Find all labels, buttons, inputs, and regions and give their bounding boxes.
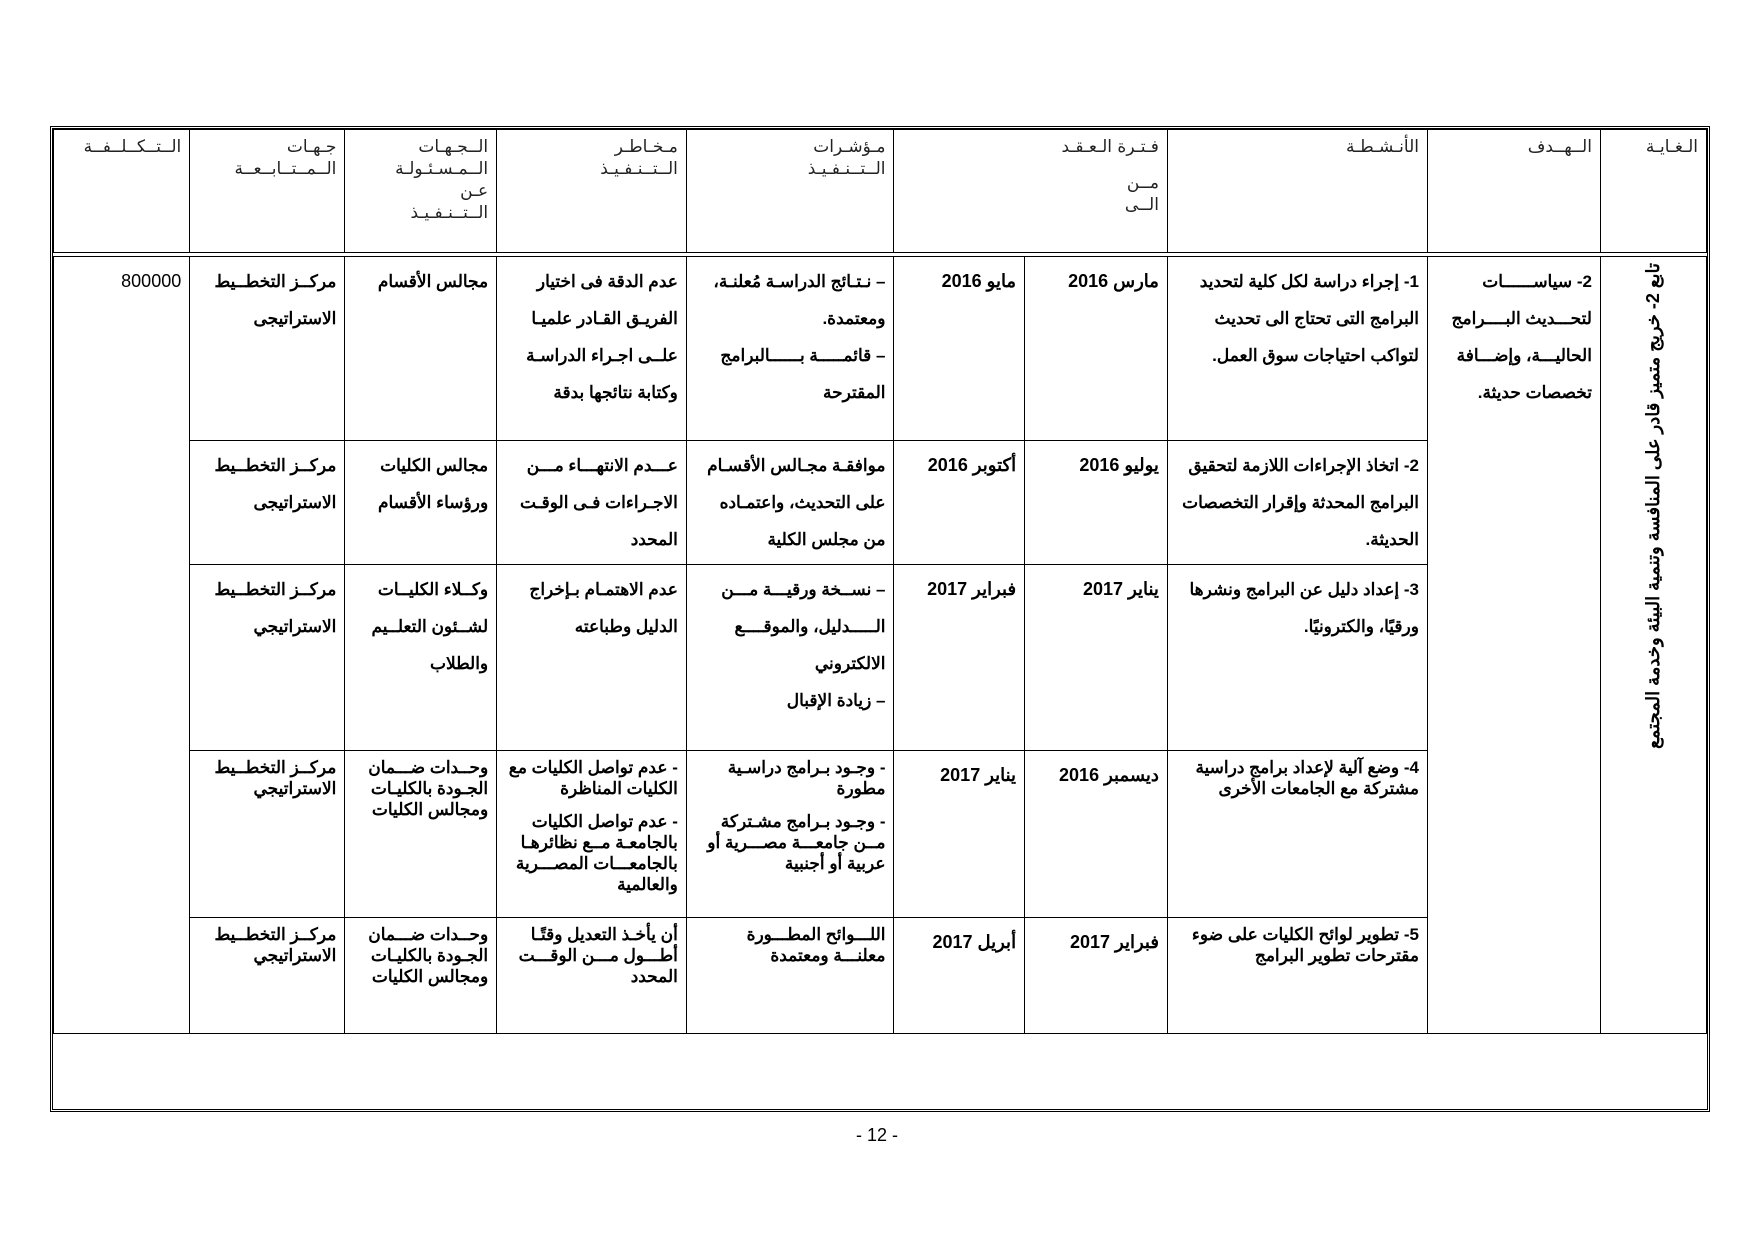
risks-cell: - عدم تواصل الكليات مع الكليات المناظرة - عدم تواصل الكليات بالجامعـة مــع نظائرهـا بالجامعـــات المصـــرية والعالمية — [497, 751, 687, 918]
period-from-cell: يوليو 2016 — [1025, 441, 1168, 565]
risks-cell: عدم الاهتمـام بـإخراج الدليل وطباعته — [497, 565, 687, 751]
period-to-cell: فبراير 2017 — [894, 565, 1025, 751]
followup-cell: مركــز التخطــيط الاستراتيجى — [190, 257, 345, 441]
risks-cell: أن يأخـذ التعديل وقتًـا أطـــول مـــن الوقـــت المحدد — [497, 918, 687, 1034]
activity-cell: 5- تطوير لوائح الكليات على ضوء مقترحات تطوير البرامج — [1167, 918, 1427, 1034]
activity-cell: 3- إعداد دليل عن البرامج ونشرها ورقيًا، والكترونيًا. — [1167, 565, 1427, 751]
responsible-cell: وحــدات ضـــمان الجـودة بالكليـات ومجالس الكليات — [345, 918, 497, 1034]
header-cost: الــتــكــلــفــة — [54, 130, 190, 253]
indicators-cell: – نســخة ورقيـــة مـــن الـــــدليل، والموقــــع الالكتروني – زيادة الإقبال — [686, 565, 894, 751]
indicators-cell: – نـتـائج الدراسـة مُعلنـة، ومعتمدة. – قائمـــــة بــــــالبرامج المقترحة — [686, 257, 894, 441]
header-period: فـتـرة الـعـقـد مــن الــى — [894, 130, 1167, 253]
period-from-cell: يناير 2017 — [1025, 565, 1168, 751]
followup-cell: مركــز التخطــيط الاستراتيجي — [190, 751, 345, 918]
cost-cell: 800000 — [54, 257, 190, 1034]
followup-cell: مركــز التخطــيط الاستراتيجى — [190, 441, 345, 565]
period-from-cell: فبراير 2017 — [1025, 918, 1168, 1034]
objective-cell: 2- سياســــــات لتحـــديث البــــرامج الحاليـــة، وإضـــافة تخصصات حديثة. — [1427, 257, 1600, 1034]
table-row — [54, 257, 1707, 441]
risks-cell: عـــدم الانتهـــاء مـــن الاجـراءات فـى الوقـت المحدد — [497, 441, 687, 565]
period-to-cell: أبريل 2017 — [894, 918, 1025, 1034]
followup-cell: مركــز التخطــيط الاستراتيجي — [190, 918, 345, 1034]
responsible-cell: مجالس الأقسام — [345, 257, 497, 441]
goal-cell: تابع 2- خريج متميز قادر على المنافسة وتنمية البيئة وخدمة المجتمع — [1600, 257, 1706, 1034]
activity-cell: 1- إجراء دراسة لكل كلية لتحديد البرامج التى تحتاج الى تحديث لتواكب احتياجات سوق العمل. — [1167, 257, 1427, 441]
activity-cell: 4- وضع آلية لإعداد برامج دراسية مشتركة مع الجامعات الأخرى — [1167, 751, 1427, 918]
strategic-plan-table — [53, 129, 1707, 1034]
period-to-cell: مايو 2016 — [894, 257, 1025, 441]
indicators-cell: - وجـود بـرامج دراسـية مطورة - وجـود بـرامج مشـتركة مــن جامعـــة مصـــرية أو عربية أو أجنبية — [686, 751, 894, 918]
header-responsible: الــجـهـات الــمـسـئـولـة عـن الــتــنـفـيـذ — [345, 130, 497, 253]
header-row — [54, 130, 1707, 253]
header-activities: الأنـشـطـة — [1167, 130, 1427, 253]
responsible-cell: وكــلاء الكليــات لشــئون التعلــيم والطلاب — [345, 565, 497, 751]
header-goal: الـغـايـة — [1600, 130, 1706, 253]
responsible-cell: مجالس الكليات ورؤساء الأقسام — [345, 441, 497, 565]
risks-cell: عدم الدقة فى اختيار الفريـق القـادر علميـا علــى اجـراء الدراسـة وكتابة نتائجها بدقة — [497, 257, 687, 441]
header-followup: جـهـات الــمــتــابــعــة — [190, 130, 345, 253]
indicators-cell: موافقـة مجـالس الأقسـام على التحديث، واعتمـاده من مجلس الكلية — [686, 441, 894, 565]
followup-cell: مركــز التخطــيط الاستراتيجي — [190, 565, 345, 751]
page-number: - 12 - — [855, 1125, 898, 1145]
header-risks: مـخـاطـر الــتــنـفـيـذ — [497, 130, 687, 253]
period-to-cell: يناير 2017 — [894, 751, 1025, 918]
responsible-cell: وحــدات ضـــمان الجـودة بالكليـات ومجالس الكليات — [345, 751, 497, 918]
period-from-cell: مارس 2016 — [1025, 257, 1168, 441]
period-to-cell: أكتوبر 2016 — [894, 441, 1025, 565]
activity-cell: 2- اتخاذ الإجراءات اللازمة لتحقيق البرامج المحدثة وإقرار التخصصات الحديثة. — [1167, 441, 1427, 565]
period-from-cell: ديسمبر 2016 — [1025, 751, 1168, 918]
header-objective: الــهــدف — [1427, 130, 1600, 253]
indicators-cell: اللـــوائح المطـــورة معلنـــة ومعتمدة — [686, 918, 894, 1034]
header-indicators: مـؤشـرات الــتــنـفـيـذ — [686, 130, 894, 253]
